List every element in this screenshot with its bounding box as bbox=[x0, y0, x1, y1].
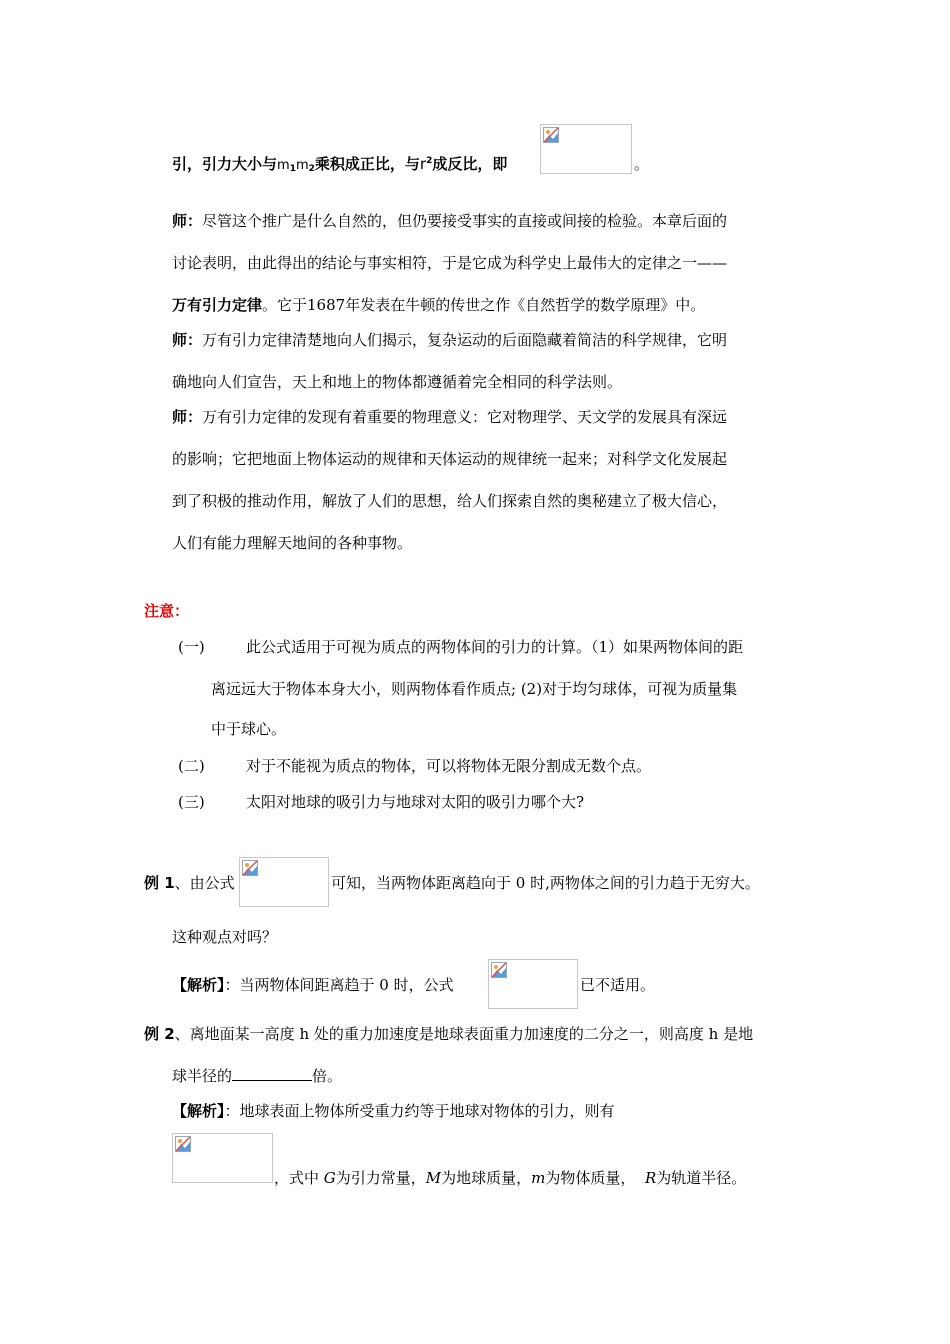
text: ，式中 bbox=[274, 1169, 324, 1187]
text: 、由公式 bbox=[174, 874, 235, 892]
teacher-para-1 bbox=[172, 211, 727, 231]
note-item-text: 对于不能视为质点的物体，可以将物体无限分割成无数个点。 bbox=[246, 757, 652, 775]
text: 为引力常量， bbox=[335, 1169, 426, 1187]
answer-blank[interactable] bbox=[232, 1066, 312, 1081]
text: 、离地面某一高度 h 处的重力加速度是地球表面重力加速度的二分之一，则高度 h 是地 bbox=[174, 1025, 754, 1043]
example-2-line bbox=[144, 1024, 753, 1044]
period: 。 bbox=[634, 155, 650, 173]
text-line: 人们有能力理解天地间的各种事物。 bbox=[172, 534, 413, 552]
answer-2 bbox=[172, 1101, 615, 1121]
note-item-text: 离远远大于物体本身大小，则两物体看作质点; (2)对于均匀球体，可视为质量集 bbox=[211, 680, 738, 698]
formula-image bbox=[540, 124, 632, 174]
law-name: 万有引力定律 bbox=[172, 296, 263, 314]
teacher-label: 师： bbox=[172, 212, 203, 230]
text-line bbox=[172, 295, 705, 315]
m1-symbol: m bbox=[277, 158, 290, 173]
text: 尽管这个推广是什么自然的，但仍要接受事实的直接或间接的检验。本章后面的 bbox=[202, 212, 728, 230]
broken-image-icon bbox=[242, 860, 258, 876]
symbol-m: m bbox=[531, 1169, 546, 1187]
text: 万有引力定律的发现有着重要的物理意义：它对物理学、天文学的发展具有深远 bbox=[202, 408, 728, 426]
teacher-para-2 bbox=[172, 330, 727, 350]
note-number: (一) bbox=[178, 638, 205, 656]
note-item-text: 太阳对地球的吸引力与地球对太阳的吸引力哪个大? bbox=[246, 793, 585, 811]
text: ：地球表面上物体所受重力约等于地球对物体的引力，则有 bbox=[224, 1102, 615, 1120]
answer-1 bbox=[172, 975, 454, 995]
example-label: 例 1 bbox=[144, 874, 175, 892]
answer-label: 【解析】 bbox=[172, 976, 225, 994]
example-1-line bbox=[144, 873, 235, 893]
text: 为地球质量， bbox=[441, 1169, 532, 1187]
subscript: 1 bbox=[289, 164, 296, 174]
text: 可知，当两物体距离趋向于 0 时,两物体之间的引力趋于无穷大。 bbox=[331, 874, 760, 892]
text-line: 的影响；它把地面上物体运动的规律和天体运动的规律统一起来；对科学文化发展起 bbox=[172, 450, 728, 468]
r-symbol: r bbox=[419, 155, 427, 173]
formula-image bbox=[488, 959, 578, 1009]
text: 引，引力大小与 bbox=[172, 155, 278, 173]
para-gravity-statement bbox=[172, 148, 507, 174]
question-text: 这种观点对吗？ bbox=[172, 928, 278, 946]
note-item-text: 中于球心。 bbox=[211, 720, 287, 738]
broken-image-icon bbox=[175, 1136, 191, 1152]
text-line: 到了积极的推动作用，解放了人们的思想，给人们探索自然的奥秘建立了极大信心， bbox=[172, 492, 728, 510]
text: 为轨道半径。 bbox=[656, 1169, 747, 1187]
note-item-text: 此公式适用于可视为质点的两物体间的引力的计算。（1）如果两物体间的距 bbox=[246, 638, 744, 656]
text: ：当两物体间距离趋于 0 时，公式 bbox=[224, 976, 454, 994]
note-number: (三) bbox=[178, 793, 205, 811]
superscript: 2 bbox=[426, 156, 433, 166]
text-line: 确地向人们宣告，天上和地上的物体都遵循着完全相同的科学法则。 bbox=[172, 373, 623, 391]
text: 球半径的 bbox=[172, 1067, 233, 1085]
note-title: 注意： bbox=[144, 602, 190, 620]
subscript: 2 bbox=[308, 164, 315, 174]
text: 成反比，即 bbox=[432, 155, 508, 173]
symbol-M: M bbox=[425, 1169, 442, 1187]
symbol-G: G bbox=[323, 1169, 336, 1187]
text: 乘积成正比，与 bbox=[314, 155, 420, 173]
example-2-line-2 bbox=[172, 1066, 342, 1086]
teacher-label: 师： bbox=[172, 408, 203, 426]
teacher-para-3 bbox=[172, 407, 727, 427]
symbol-R: R bbox=[644, 1169, 657, 1187]
formula-image bbox=[172, 1133, 273, 1183]
text-line: 讨论表明，由此得出的结论与事实相符，于是它成为科学史上最伟大的定律之一—— bbox=[172, 254, 728, 272]
note-number: (二) bbox=[178, 757, 205, 775]
broken-image-icon bbox=[543, 127, 559, 143]
text: 万有引力定律清楚地向人们揭示，复杂运动的后面隐藏着简洁的科学规律，它明 bbox=[202, 331, 728, 349]
teacher-label: 师： bbox=[172, 331, 203, 349]
answer-label: 【解析】 bbox=[172, 1102, 225, 1120]
text: 。它于1687年发表在牛顿的传世之作《自然哲学的数学原理》中。 bbox=[262, 296, 706, 314]
answer-2-tail bbox=[274, 1168, 746, 1188]
m2-symbol: m bbox=[295, 158, 309, 173]
text: 倍。 bbox=[312, 1067, 343, 1085]
text: 已不适用。 bbox=[580, 976, 656, 994]
text: 为物体质量， bbox=[545, 1169, 645, 1187]
broken-image-icon bbox=[491, 962, 507, 978]
example-label: 例 2 bbox=[144, 1025, 175, 1043]
formula-image bbox=[239, 857, 329, 907]
